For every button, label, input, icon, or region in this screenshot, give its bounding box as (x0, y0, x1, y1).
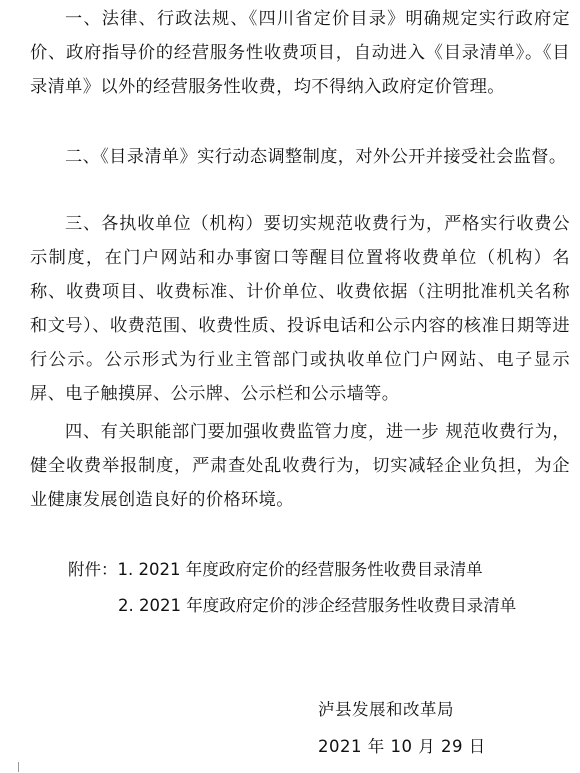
attachment-line-1: 附件：1. 2021 年度政府定价的经营服务性收费目录清单 (68, 560, 483, 579)
page-corner-mark-right (572, 762, 580, 772)
paragraph-3: 三、各执收单位（机构）要切实规范收费行为，严格实行收费公示制度，在门户网站和办事窗口等醒目位置将收费单位（机构）名称、收费项目、收费标准、计价单位、收费依据（注明批准机关名称和文号）、收费范围、收费性质、投诉电话和公示内容的核准日期等进行公示。公示形式为行业主管部门或执收单位门户网站、电子显示屏、电子触摸屏、公示牌、公示栏和公示墙等。 (30, 214, 570, 404)
paragraph-1: 一、法律、行政法规、《四川省定价目录》明确规定实行政府定价、政府指导价的经营服务性收费项目，自动进入《目录清单》。《目录清单》以外的经营服务性收费，均不得纳入政府定价管理。 (30, 9, 570, 97)
paragraph-2: 二、《目录清单》实行动态调整制度，对外公开并接受社会监督。 (65, 147, 567, 167)
paragraph-4: 四、有关职能部门要加强收费监管力度，进一步 规范收费行为，健全收费举报制度，严肃查处乱收费行为，切实减轻企业负担，为企业健康发展创造良好的价格环境。 (30, 422, 570, 510)
attachment-line-2: 2. 2021 年度政府定价的涉企经营服务性收费目录清单 (118, 596, 517, 615)
signature-date: 2021 年 10 月 29 日 (318, 737, 486, 756)
page-corner-mark-left (18, 762, 29, 772)
signature-organization: 泸县发展和改革局 (318, 700, 454, 719)
